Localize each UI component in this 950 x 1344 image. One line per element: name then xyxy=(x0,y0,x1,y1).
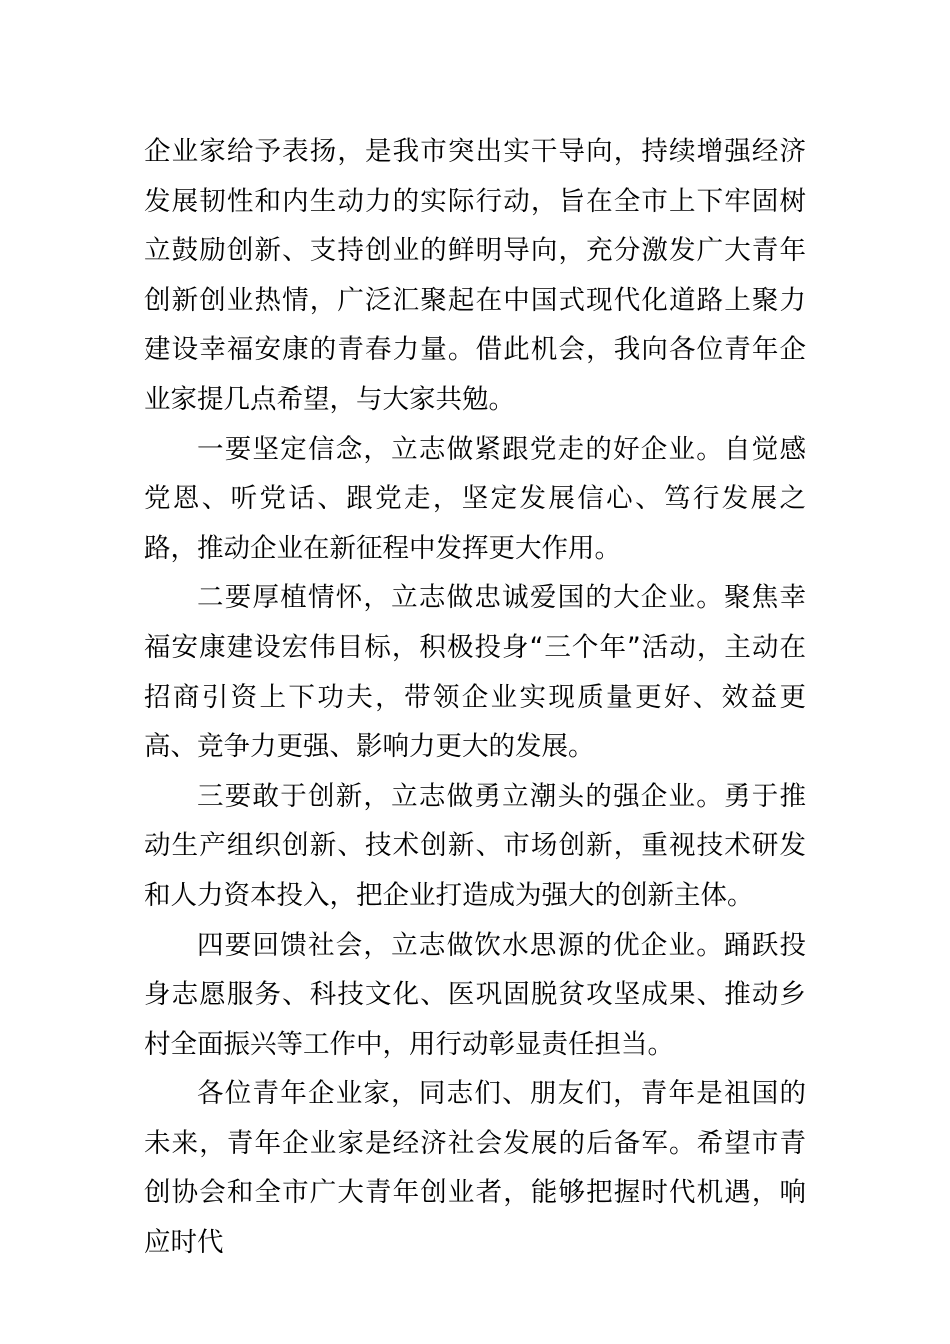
paragraph-closing: 各位青年企业家，同志们、朋友们，青年是祖国的未来，青年企业家是经济社会发展的后备军。希望市青创协会和全市广大青年创业者，能够把握时代机遇，响应时代 xyxy=(144,1078,806,1259)
paragraph-point-one: 一要坚定信念，立志做紧跟党走的好企业。自觉感党恩、听党话、跟党走，坚定发展信心、笃行发展之路，推动企业在新征程中发挥更大作用。 xyxy=(144,433,806,564)
paragraph-point-three: 三要敢于创新，立志做勇立潮头的强企业。勇于推动生产组织创新、技术创新、市场创新，重视技术研发和人力资本投入，把企业打造成为强大的创新主体。 xyxy=(144,780,806,911)
paragraph-point-two: 二要厚植情怀，立志做忠诚爱国的大企业。聚焦幸福安康建设宏伟目标，积极投身“三个年”活动，主动在招商引资上下功夫，带领企业实现质量更好、效益更高、竞争力更强、影响力更大的发展。 xyxy=(144,582,806,763)
paragraph-point-four: 四要回馈社会，立志做饮水思源的优企业。踊跃投身志愿服务、科技文化、医巩固脱贫攻坚成果、推动乡村全面振兴等工作中，用行动彰显责任担当。 xyxy=(144,929,806,1060)
document-body xyxy=(144,127,806,1268)
paragraph-opening: 企业家给予表扬，是我市突出实干导向，持续增强经济发展韧性和内生动力的实际行动，旨在全市上下牢固树立鼓励创新、支持创业的鲜明导向，充分激发广大青年创新创业热情，广泛汇聚起在中国式现代化道路上聚力建设幸福安康的青春力量。借此机会，我向各位青年企业家提几点希望，与大家共勉。 xyxy=(144,136,806,415)
